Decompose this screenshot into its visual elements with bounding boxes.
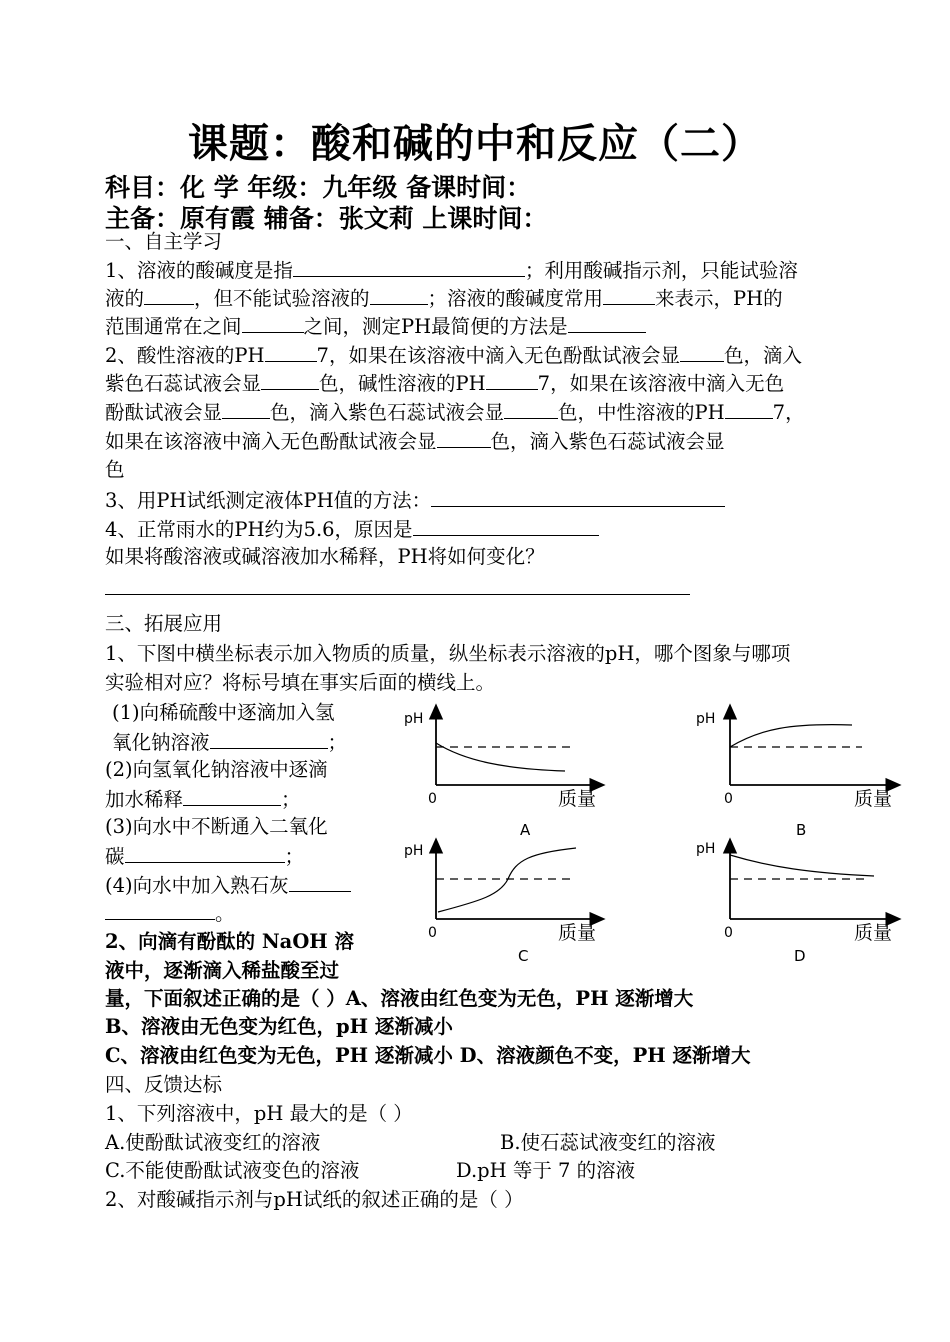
s3-item-4b: 。	[105, 899, 235, 927]
s1-q3: 3、用PH试纸测定液体PH值的方法：	[105, 486, 725, 514]
s1-q1-line3: 范围通常在之间 之间，测定PH最简便的方法是	[105, 312, 646, 340]
s4-q1: 1、下列溶液中，pH 最大的是（ ）	[105, 1102, 413, 1125]
ph-graphs-figure	[390, 695, 930, 975]
graph-c	[404, 841, 602, 965]
s1-q4: 4、正常雨水的PH约为5.6，原因是	[105, 515, 599, 543]
graph-c-label: C	[518, 947, 529, 965]
graph-c-ylabel: pH	[404, 843, 424, 859]
s3-item-3b: 碳 ；	[105, 842, 304, 870]
s1-q2-line2: 紫色石蕊试液会显 色，碱性溶液的PH 7，如果在该溶液中滴入无色	[105, 369, 784, 397]
s3-item-1a: (1)向稀硫酸中逐滴加入氢	[112, 701, 335, 724]
s1-q2-line4: 如果在该溶液中滴入无色酚酞试液会显 色，滴入紫色石蕊试液会显	[105, 427, 725, 455]
s3-q1-line1: 1、下图中横坐标表示加入物质的质量，纵坐标表示溶液的pH，哪个图象与哪项	[105, 642, 791, 665]
graph-b-origin: 0	[724, 791, 733, 807]
s3-item-3a: (3)向水中不断通入二氧化	[105, 815, 328, 838]
graph-d-label: D	[794, 947, 806, 965]
s3-q2-options-cd: C、溶液由红色变为无色，PH 逐渐减小 D、溶液颜色不变，PH 逐渐增大	[105, 1044, 751, 1067]
page-title: 课题：酸和碱的中和反应（二）	[188, 121, 762, 167]
s1-q1-line2: 液的 ，但不能试验溶液的 ；溶液的酸碱度常用 来表示，PH的	[105, 284, 783, 312]
s1-q2-line5: 色	[105, 458, 125, 481]
graph-c-xlabel: 质量	[558, 922, 597, 944]
s3-item-2a: (2)向氢氧化钠溶液中逐滴	[105, 758, 328, 781]
graph-a	[404, 707, 602, 839]
section-heading-3: 三、拓展应用	[105, 612, 223, 635]
s4-option-b: B.使石蕊试液变红的溶液	[500, 1131, 716, 1154]
graph-a-origin: 0	[428, 791, 437, 807]
s3-q2-option-b: B、溶液由无色变为红色，pH 逐渐减小	[105, 1015, 453, 1038]
graph-c-origin: 0	[428, 925, 437, 941]
graph-a-ylabel: pH	[404, 711, 424, 727]
meta-line-1: 科目：化 学 年级：九年级 备课时间：	[105, 173, 532, 202]
graph-a-xlabel: 质量	[558, 788, 597, 810]
s1-q5: 如果将酸溶液或碱溶液加水稀释，PH将如何变化？	[105, 545, 545, 568]
graph-d-origin: 0	[724, 925, 733, 941]
s3-q1-line2: 实验相对应？将标号填在事实后面的横线上。	[105, 671, 496, 694]
graph-a-label: A	[520, 821, 531, 839]
s3-q2-line3: 量，下面叙述正确的是（ ）A、溶液由红色变为无色，PH 逐渐增大	[105, 987, 694, 1010]
s4-option-c: C.不能使酚酞试液变色的溶液	[105, 1159, 360, 1182]
graph-b-xlabel: 质量	[854, 788, 893, 810]
s3-item-1b: 氧化钠溶液 ；	[112, 728, 347, 756]
s1-q1-line1: 1、溶液的酸碱度是指 ；利用酸碱指示剂，只能试验溶	[105, 256, 798, 284]
s3-q2-line1: 2、向滴有酚酞的 NaOH 溶	[105, 930, 355, 953]
s1-q2-line1: 2、酸性溶液的PH 7，如果在该溶液中滴入无色酚酞试液会显 色，滴入	[105, 341, 802, 369]
s1-q2-line3: 酚酞试液会显 色，滴入紫色石蕊试液会显 色，中性溶液的PH 7，	[105, 398, 805, 426]
s3-item-2b: 加水稀释 ；	[105, 785, 301, 813]
graph-d-ylabel: pH	[696, 841, 716, 857]
s4-option-a: A.使酚酞试液变红的溶液	[105, 1131, 321, 1154]
section-heading-4: 四、反馈达标	[105, 1073, 223, 1096]
graph-d	[696, 841, 898, 965]
graph-b-ylabel: pH	[696, 711, 716, 727]
s4-q2: 2、对酸碱指示剂与pH试纸的叙述正确的是（ ）	[105, 1188, 524, 1211]
meta-line-2: 主备：原有霞 辅备：张文莉 上课时间：	[105, 204, 548, 233]
s4-option-d: D.pH 等于 7 的溶液	[456, 1159, 636, 1182]
section-heading-1: 一、自主学习	[105, 230, 223, 253]
graph-b-label: B	[796, 821, 807, 839]
graph-b	[696, 707, 898, 839]
s3-item-4a: (4)向水中加入熟石灰	[105, 871, 351, 899]
s3-q2-line2: 液中，逐渐滴入稀盐酸至过	[105, 959, 340, 982]
answer-line	[105, 594, 690, 595]
graph-d-xlabel: 质量	[854, 922, 893, 944]
